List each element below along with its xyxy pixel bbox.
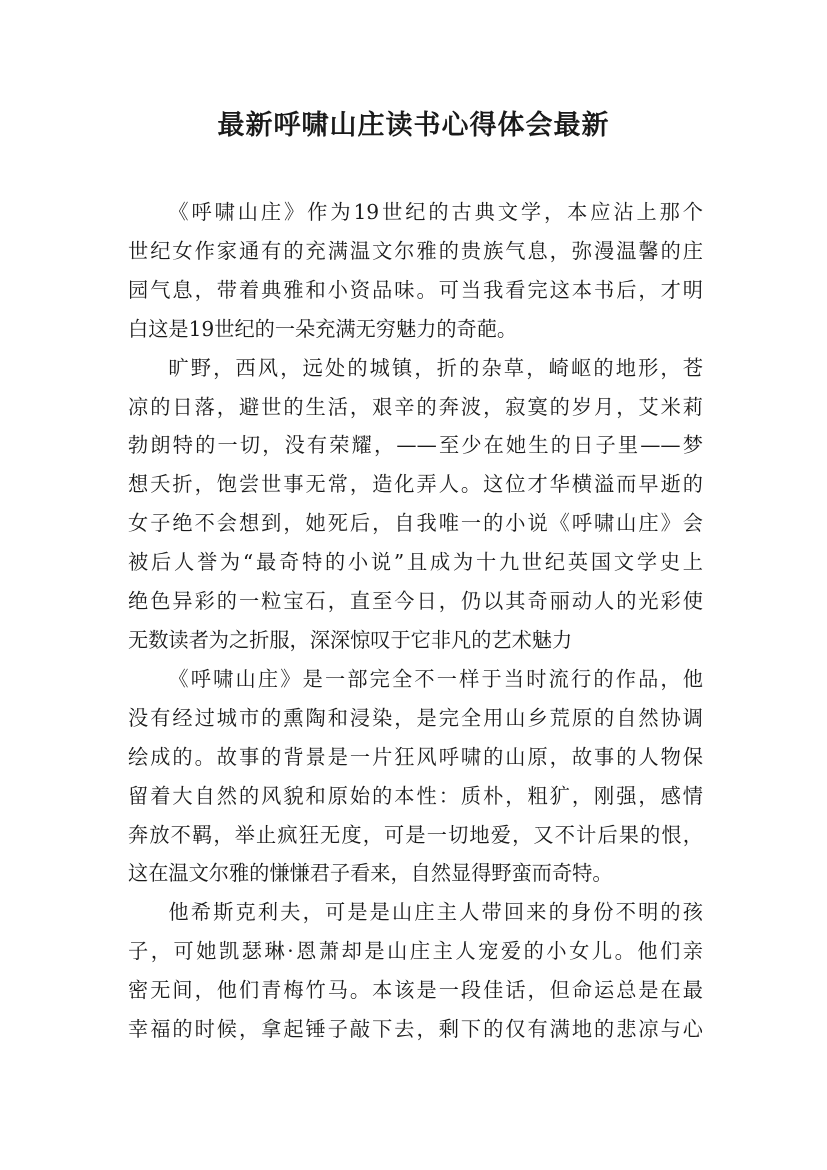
text-line: 想夭折，饱尝世事无常，造化弄人。这位才华横溢而早逝的 (128, 472, 703, 497)
text-line: 没有经过城市的熏陶和浸染，是完全用山乡荒原的自然协调 (128, 705, 703, 730)
text-line: 子，可她凯瑟琳·恩萧却是山庄主人宠爱的小女儿。他们亲 (128, 939, 703, 964)
text-line: 旷野，西风，远处的城镇，折的杂草，崎岖的地形，苍 (168, 355, 703, 380)
text-line: 留着大自然的风貌和原始的本性：质朴，粗犷，刚强，感情 (128, 783, 703, 808)
text-line: 幸福的时候，拿起锤子敲下去，剩下的仅有满地的悲凉与心 (128, 1017, 703, 1042)
text-line: 无数读者为之折服，深深惊叹于它非凡的艺术魅力 (128, 627, 573, 652)
text-line: 奔放不羁，举止疯狂无度，可是一切地爱，又不计后果的恨， (128, 822, 703, 847)
text-line: 勃朗特的一切，没有荣耀，——至少在她生的日子里——梦 (128, 433, 703, 458)
paragraph-1 (128, 193, 703, 349)
text-line: 女子绝不会想到，她死后，自我唯一的小说《呼啸山庄》会 (128, 511, 703, 536)
text-line: 白这是19世纪的一朵充满无穷魅力的奇葩。 (128, 316, 518, 341)
text-line: 《呼啸山庄》作为19世纪的古典文学，本应沾上那个 (168, 200, 703, 224)
text-line: 园气息，带着典雅和小资品味。可当我看完这本书后，才明 (128, 277, 703, 302)
text-line: 这在温文尔雅的慊慊君子看来，自然显得野蛮而奇特。 (128, 861, 613, 886)
text-line: 世纪女作家通有的充满温文尔雅的贵族气息，弥漫温馨的庄 (128, 238, 703, 263)
document-title: 最新呼啸山庄读书心得体会最新 (217, 110, 610, 141)
text-line: 绝色异彩的一粒宝石，直至今日，仍以其奇丽动人的光彩使 (128, 589, 703, 614)
text-line: 绘成的。故事的背景是一片狂风呼啸的山原，故事的人物保 (128, 744, 703, 769)
text-line: 《呼啸山庄》是一部完全不一样于当时流行的作品，他 (168, 666, 703, 691)
text-line: 凉的日落，避世的生活，艰辛的奔波，寂寞的岁月，艾米莉 (128, 394, 703, 419)
text-line: 他希斯克利夫，可是是山庄主人带回来的身份不明的孩 (168, 900, 703, 925)
paragraph-2 (128, 349, 703, 660)
document-body (128, 193, 703, 1049)
text-line: 被后人誉为“最奇特的小说”且成为十九世纪英国文学史上 (128, 550, 703, 575)
paragraph-3 (128, 660, 703, 893)
paragraph-4 (128, 893, 703, 1049)
text-line: 密无间，他们青梅竹马。本该是一段佳话，但命运总是在最 (128, 978, 703, 1003)
